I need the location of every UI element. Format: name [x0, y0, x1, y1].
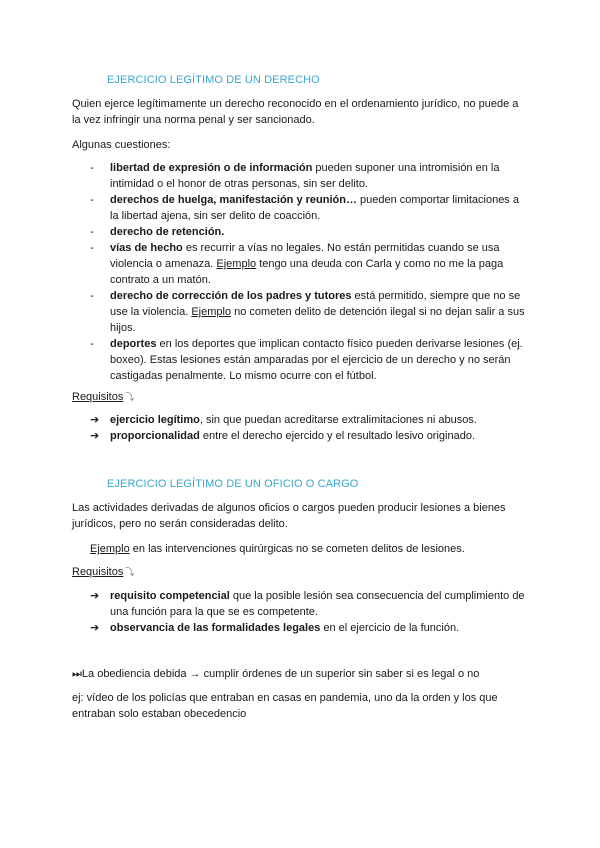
list-item: - derecho de corrección de los padres y tutores está permitido, siempre que no se use la violencia. Ejemplo no cometen delito de detención ilegal si no dejan salir a sus hijos. [90, 290, 525, 334]
arrow-bullet-icon: ➔ [90, 622, 100, 634]
list-item: - derechos de huelga, manifestación y reunión… pueden comportar limitaciones a la libertad ajena, sin ser delito de coacción. [90, 194, 519, 222]
example-label: Ejemplo [216, 258, 257, 270]
obedience-note: ej: vídeo de los policías que entraban en casas en pandemia, uno da la orden y los que entraban solo estaban obecedencio [72, 692, 498, 720]
list-item: ➔ ejercicio legítimo, sin que puedan acreditarse extralimitaciones ni abusos. [90, 414, 477, 426]
curved-arrow-icon: ⤵ [125, 567, 135, 577]
list-item: ➔ observancia de las formalidades legales en el ejercicio de la función. [90, 622, 460, 634]
list-item: - libertad de expresión o de información pueden suponer una intromisión en la intimidad o el honor de otras personas, sin ser delito. [90, 162, 500, 190]
dash-bullet: - [90, 194, 94, 206]
arrow-bullet-icon: ➔ [90, 414, 100, 426]
list-item: ➔ proporcionalidad entre el derecho ejercido y el resultado lesivo originado. [90, 430, 476, 442]
questions-label: Algunas cuestiones: [72, 139, 171, 151]
requisites-list [90, 412, 530, 444]
questions-list [90, 160, 530, 384]
section-intro: Quien ejerce legítimamente un derecho reconocido en el ordenamiento jurídico, no puede a la vez infringir una norma penal y ser sancionado. [72, 98, 519, 126]
list-item: - vías de hecho es recurrir a vías no legales. No están permitidas cuando se usa violencia o amenaza. Ejemplo tengo una deuda con Carla y como no me la paga contrato a un matón. [90, 242, 504, 286]
obedience-line: ⏭La obediencia debida → cumplir órdenes de un superior sin saber si es legal o no [72, 668, 480, 680]
list-item: - deportes en los deportes que implican contacto físico pueden derivarse lesiones (ej. boxeo). Estas lesiones están amparadas por el ejercicio de un derecho y no serán castigadas penalmente. Lo mismo ocurre con el fútbol. [90, 338, 523, 382]
dash-bullet: - [90, 242, 94, 254]
requisites-list [90, 588, 530, 636]
section-heading: EJERCICIO LEGÍTIMO DE UN DERECHO [107, 74, 320, 86]
dash-bullet: - [90, 226, 94, 238]
skip-forward-icon: ⏭ [72, 668, 82, 680]
dash-bullet: - [90, 290, 94, 302]
list-item: - derecho de retención. [90, 226, 225, 238]
dash-bullet: - [90, 338, 94, 350]
dash-bullet: - [90, 162, 94, 174]
requisites-label: Requisitos ⤵ [72, 566, 135, 578]
example-label: Ejemplo [90, 543, 130, 555]
requisites-label: Requisitos ⤵ [72, 391, 135, 403]
curved-arrow-icon: ⤵ [125, 392, 135, 402]
list-item: ➔ requisito competencial que la posible lesión sea consecuencia del cumplimiento de una función para la que se es competente. [90, 590, 525, 618]
example-line: Ejemplo en las intervenciones quirúrgicas no se cometen delitos de lesiones. [90, 543, 465, 555]
arrow-bullet-icon: ➔ [90, 590, 100, 602]
example-label: Ejemplo [191, 306, 232, 318]
arrow-bullet-icon: ➔ [90, 430, 100, 442]
section-heading: EJERCICIO LEGÍTIMO DE UN OFICIO O CARGO [107, 478, 359, 490]
section-intro: Las actividades derivadas de algunos oficios o cargos pueden producir lesiones a bienes jurídicos, pero no serán consideradas delito. [72, 502, 506, 530]
